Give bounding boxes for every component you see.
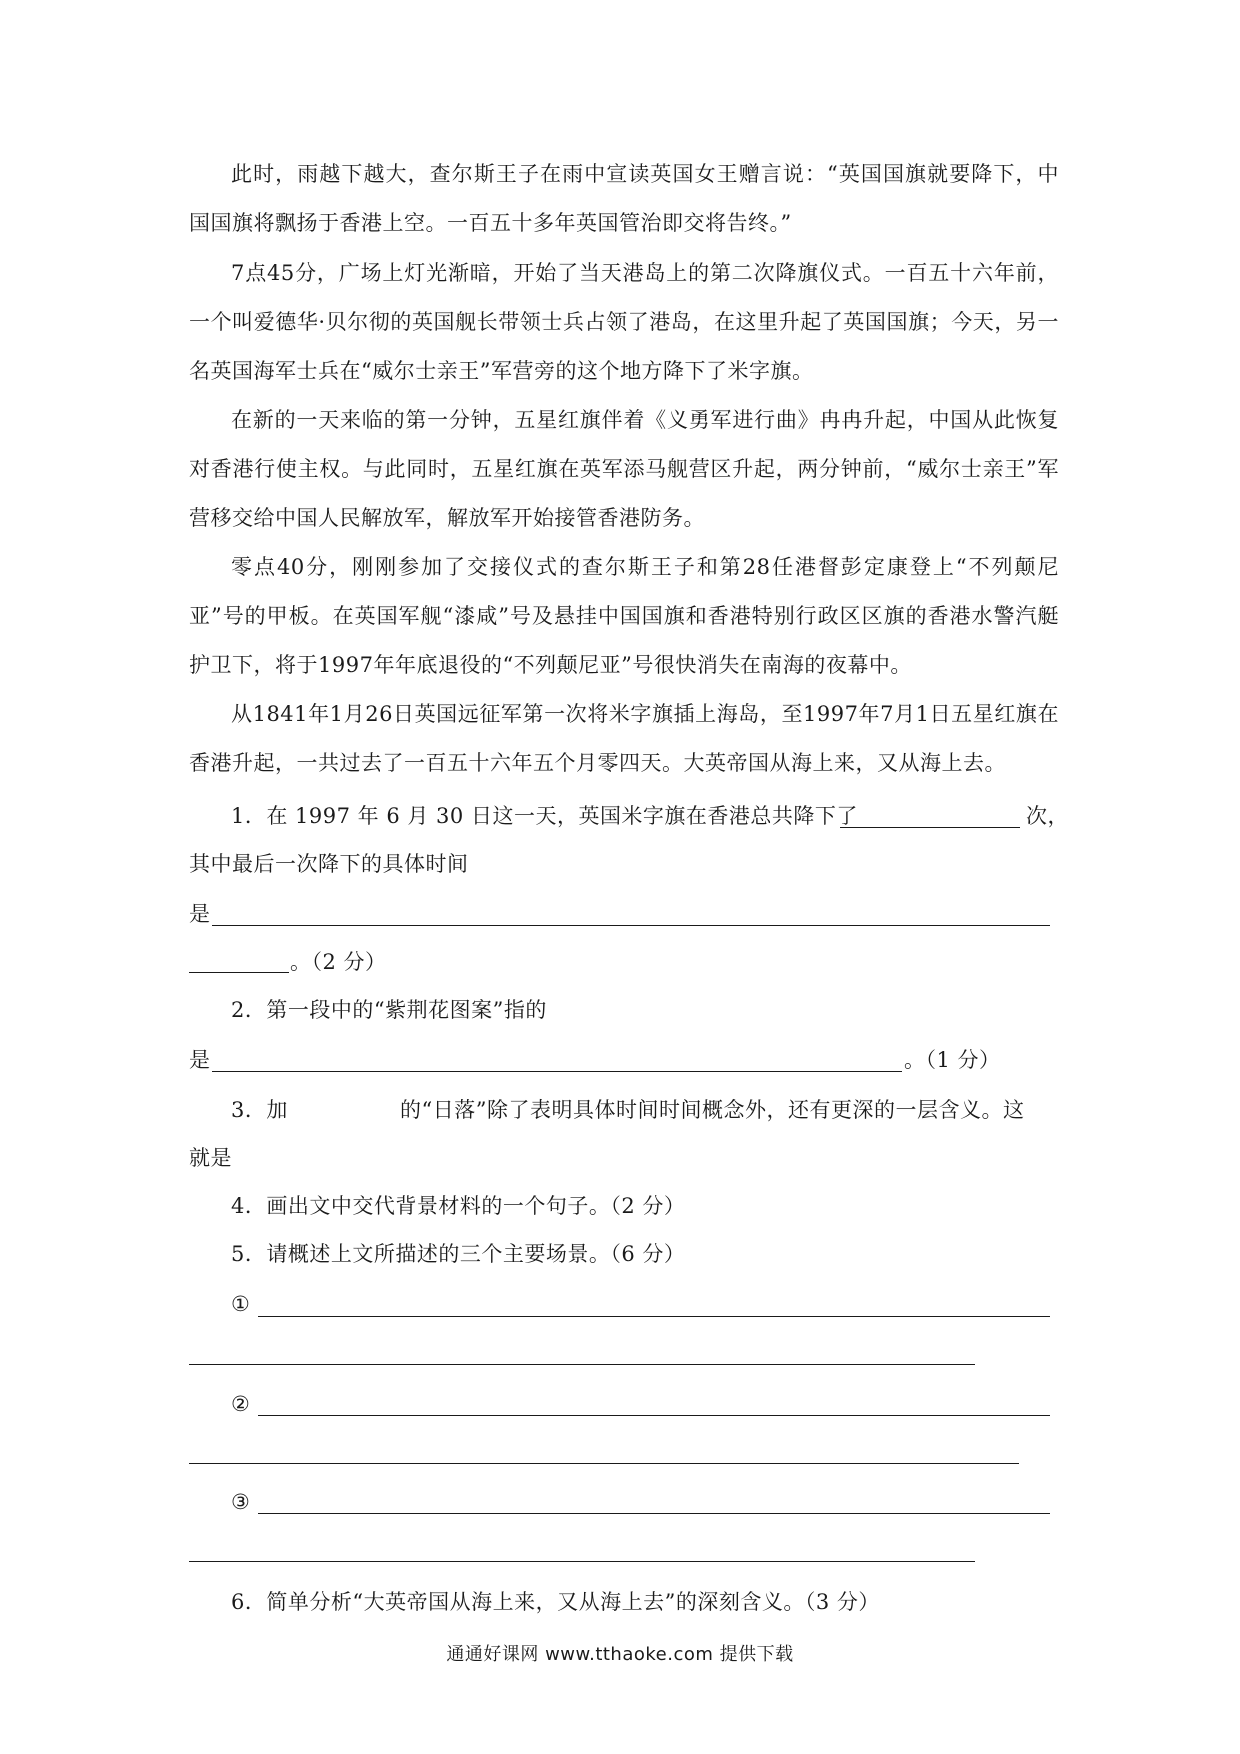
question-6-text: 6．简单分析“大英帝国从海上来，又从海上去”的深刻含义。（3 分）	[231, 1590, 880, 1614]
question-5-scene-2-blank-cont[interactable]	[189, 1463, 1019, 1464]
question-5-marker-3: ③	[231, 1490, 251, 1514]
question-5-text: 5．请概述上文所描述的三个主要场景。（6 分）	[231, 1242, 686, 1266]
question-5-marker-1: ①	[231, 1292, 251, 1316]
question-5-scene-3-blank[interactable]	[258, 1513, 1050, 1514]
question-2-text: 2．第一段中的“紫荆花图案”指的	[231, 998, 547, 1022]
question-3-text: 的“日落”除了表明具体时间时间概念外，还有更深的一层含义。这	[400, 1098, 1025, 1122]
question-1-time-blank[interactable]	[212, 925, 1050, 926]
question-2-score: 。（1 分）	[904, 1048, 1001, 1072]
passage-paragraph-5: 从1841年1月26日英国远征军第一次将米字旗插上海岛，至1997年7月1日五星红旗在香港升起，一共过去了一百五十六年五个月零四天。大英帝国从海上来，又从海上去。	[189, 702, 1059, 775]
question-1-text: 1．在 1997 年 6 月 30 日这一天，英国米字旗在香港总共降下了	[231, 804, 858, 828]
question-1-time-blank-cont[interactable]	[189, 972, 289, 973]
question-5-scene-1-blank[interactable]	[258, 1316, 1050, 1317]
page-footer: 通通好课网 www.tthaoke.com 提供下载	[446, 1644, 794, 1665]
question-1-count-blank[interactable]	[840, 827, 1020, 828]
question-3-line2: 就是	[189, 1146, 232, 1170]
passage-paragraph-4: 零点40分，刚刚参加了交接仪式的查尔斯王子和第28任港督彭定康登上“不列颠尼亚”号的甲板。在英国军舰“漆咸”号及悬挂中国国旗和香港特别行政区区旗的香港水警汽艇护卫下，将于1997年年底退役的“不列颠尼亚”号很快消失在南海的夜幕中。	[189, 555, 1059, 677]
passage-paragraph-2: 7点45分，广场上灯光渐暗，开始了当天港岛上的第二次降旗仪式。一百五十六年前，一个叫爱德华·贝尔彻的英国舰长带领士兵占领了港岛，在这里升起了英国国旗；今天，另一名英国海军士兵在“威尔士亲王”军营旁的这个地方降下了米字旗。	[189, 261, 1059, 383]
question-5-marker-2: ②	[231, 1392, 251, 1416]
passage-paragraph-1: 此时，雨越下越大，查尔斯王子在雨中宣读英国女王赠言说：“英国国旗就要降下，中国国旗将飘扬于香港上空。一百五十多年英国管治即交将告终。”	[189, 162, 1059, 235]
question-1-suffix: 次，	[1026, 804, 1069, 828]
question-3-prefix: 3．加	[231, 1098, 288, 1122]
question-1-line2: 其中最后一次降下的具体时间	[189, 852, 469, 876]
passage-paragraph-3: 在新的一天来临的第一分钟，五星红旗伴着《义勇军进行曲》冉冉升起，中国从此恢复对香港行使主权。与此同时，五星红旗在英军添马舰营区升起，两分钟前，“威尔士亲王”军营移交给中国人民解放军，解放军开始接管香港防务。	[189, 408, 1059, 530]
question-5-scene-2-blank[interactable]	[258, 1415, 1050, 1416]
question-5-scene-1-blank-cont[interactable]	[189, 1364, 975, 1365]
question-4-text: 4．画出文中交代背景材料的一个句子。（2 分）	[231, 1194, 686, 1218]
question-1-score: 。（2 分）	[290, 950, 387, 974]
question-2-answer-blank[interactable]	[212, 1071, 902, 1072]
question-5-scene-3-blank-cont[interactable]	[189, 1561, 975, 1562]
question-1-line3: 是	[189, 902, 211, 926]
question-2-line2: 是	[189, 1048, 211, 1072]
